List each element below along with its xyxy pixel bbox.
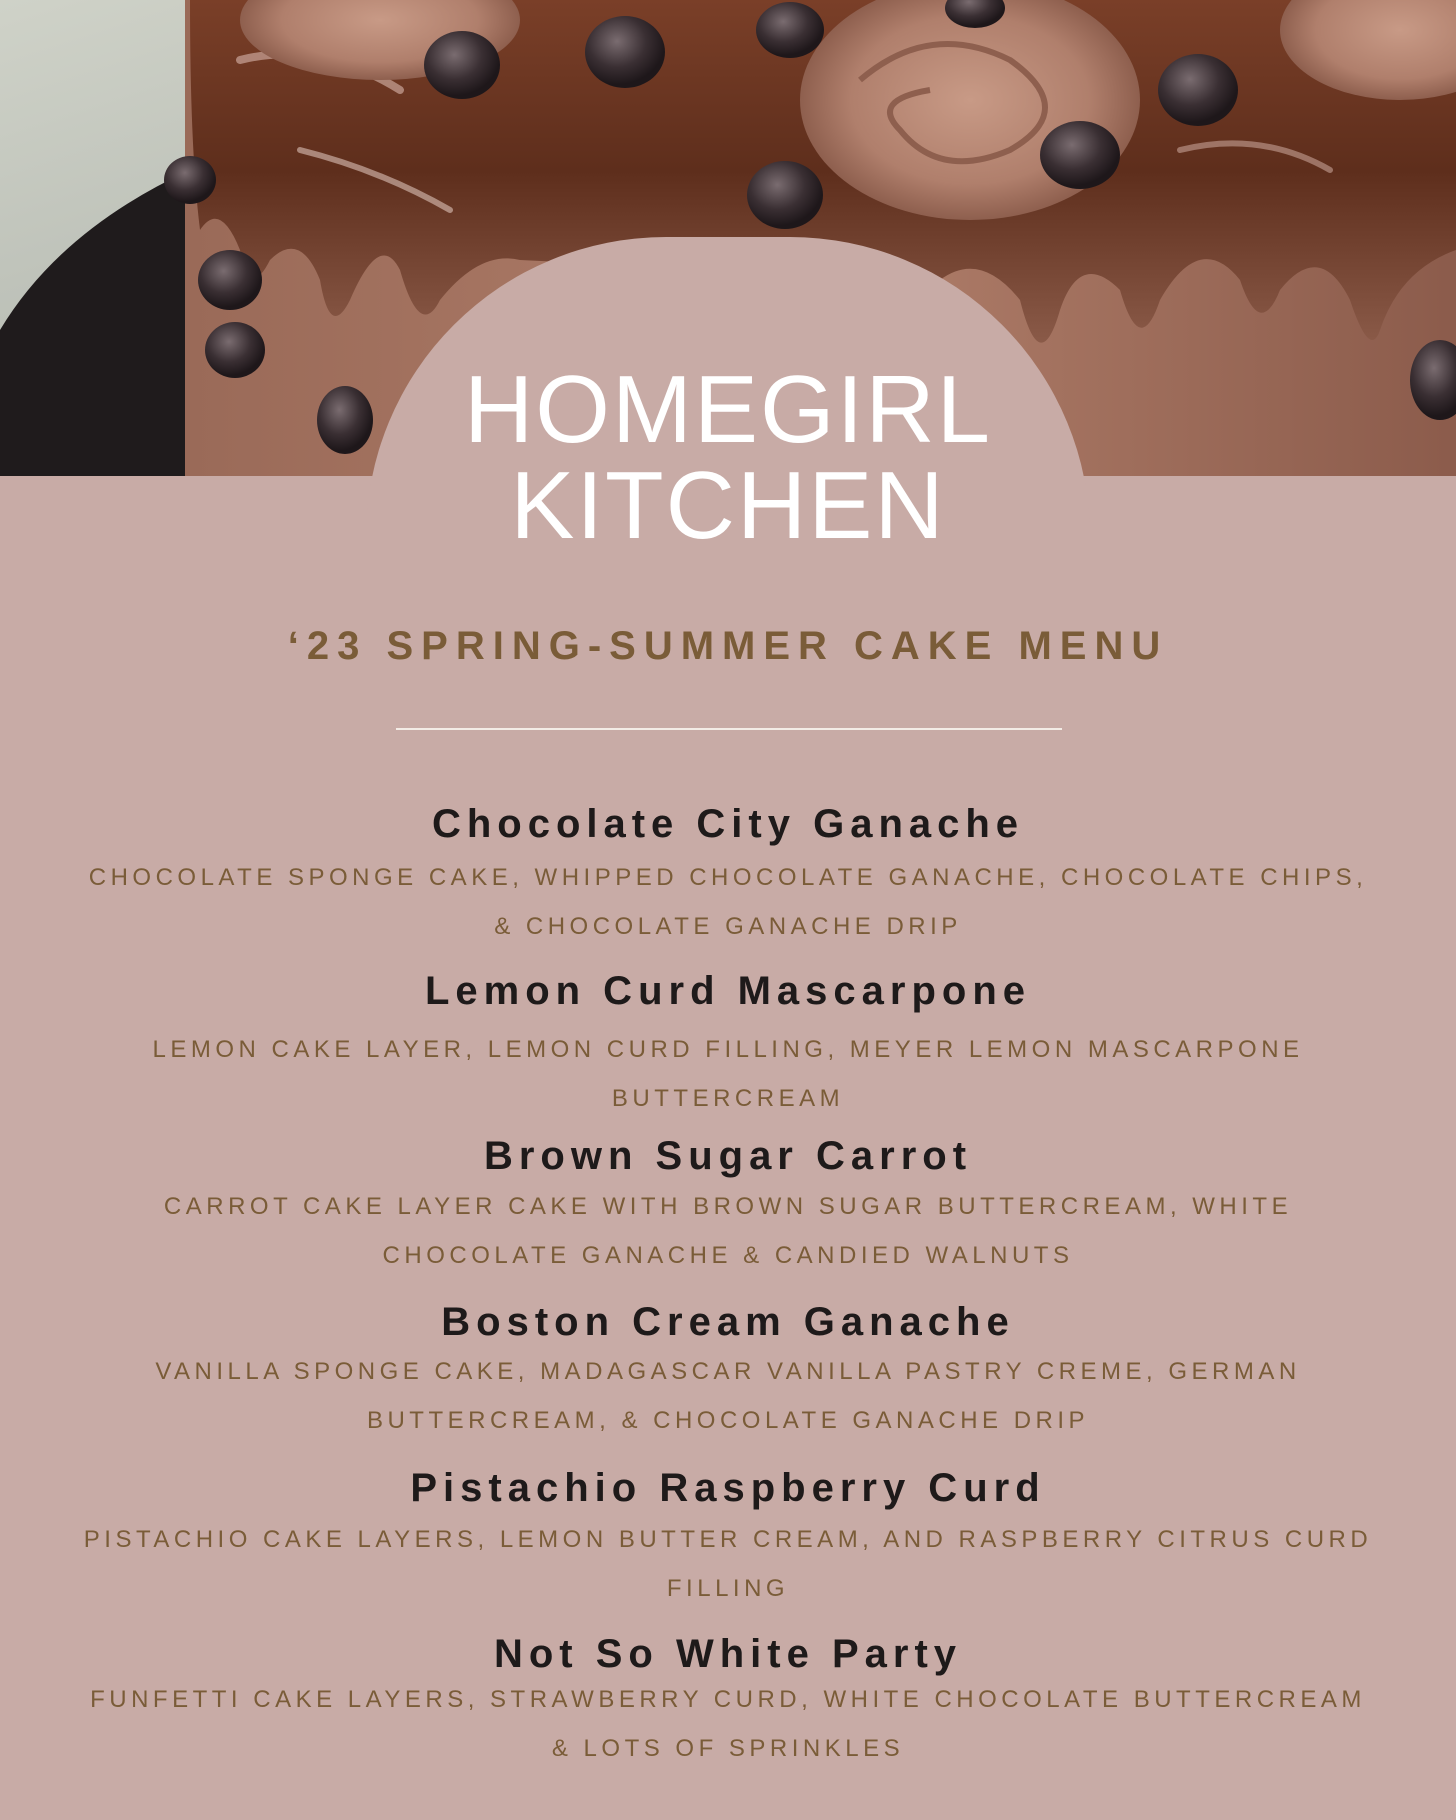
menu-item-name: Brown Sugar Carrot	[483, 1134, 973, 1178]
menu-item-description: PISTACHIO CAKE LAYERS, LEMON BUTTER CREAM, AND RASPBERRY CITRUS CURD FILLING	[83, 1526, 1373, 1602]
menu-item-description: CARROT CAKE LAYER CAKE WITH BROWN SUGAR BUTTERCREAM, WHITE CHOCOLATE GANACHE & CANDIED WALNUTS	[163, 1193, 1293, 1269]
menu-item-name: Not So White Party	[493, 1632, 963, 1676]
menu-item-name: Pistachio Raspberry Curd	[410, 1466, 1046, 1510]
menu-item-name: Chocolate City Ganache	[431, 802, 1025, 846]
menu-item-description: FUNFETTI CAKE LAYERS, STRAWBERRY CURD, WHITE CHOCOLATE BUTTERCREAM & LOTS OF SPRINKLES	[90, 1686, 1366, 1762]
menu-subtitle: ‘23 SPRING-SUMMER CAKE MENU	[287, 624, 1169, 668]
menu-item-description: CHOCOLATE SPONGE CAKE, WHIPPED CHOCOLATE GANACHE, CHOCOLATE CHIPS, & CHOCOLATE GANACHE DRIP	[88, 864, 1368, 940]
brand-title-line-2: KITCHEN	[510, 452, 946, 559]
menu-item-name: Boston Cream Ganache	[441, 1300, 1015, 1344]
menu-item-description: LEMON CAKE LAYER, LEMON CURD FILLING, MEYER LEMON MASCARPONE BUTTERCREAM	[152, 1036, 1304, 1112]
brand-title-line-1: HOMEGIRL	[463, 356, 993, 463]
menu-item-name: Lemon Curd Mascarpone	[424, 969, 1032, 1013]
menu-item-description: VANILLA SPONGE CAKE, MADAGASCAR VANILLA PASTRY CREME, GERMAN BUTTERCREAM, & CHOCOLATE GANACHE DRIP	[155, 1358, 1301, 1434]
